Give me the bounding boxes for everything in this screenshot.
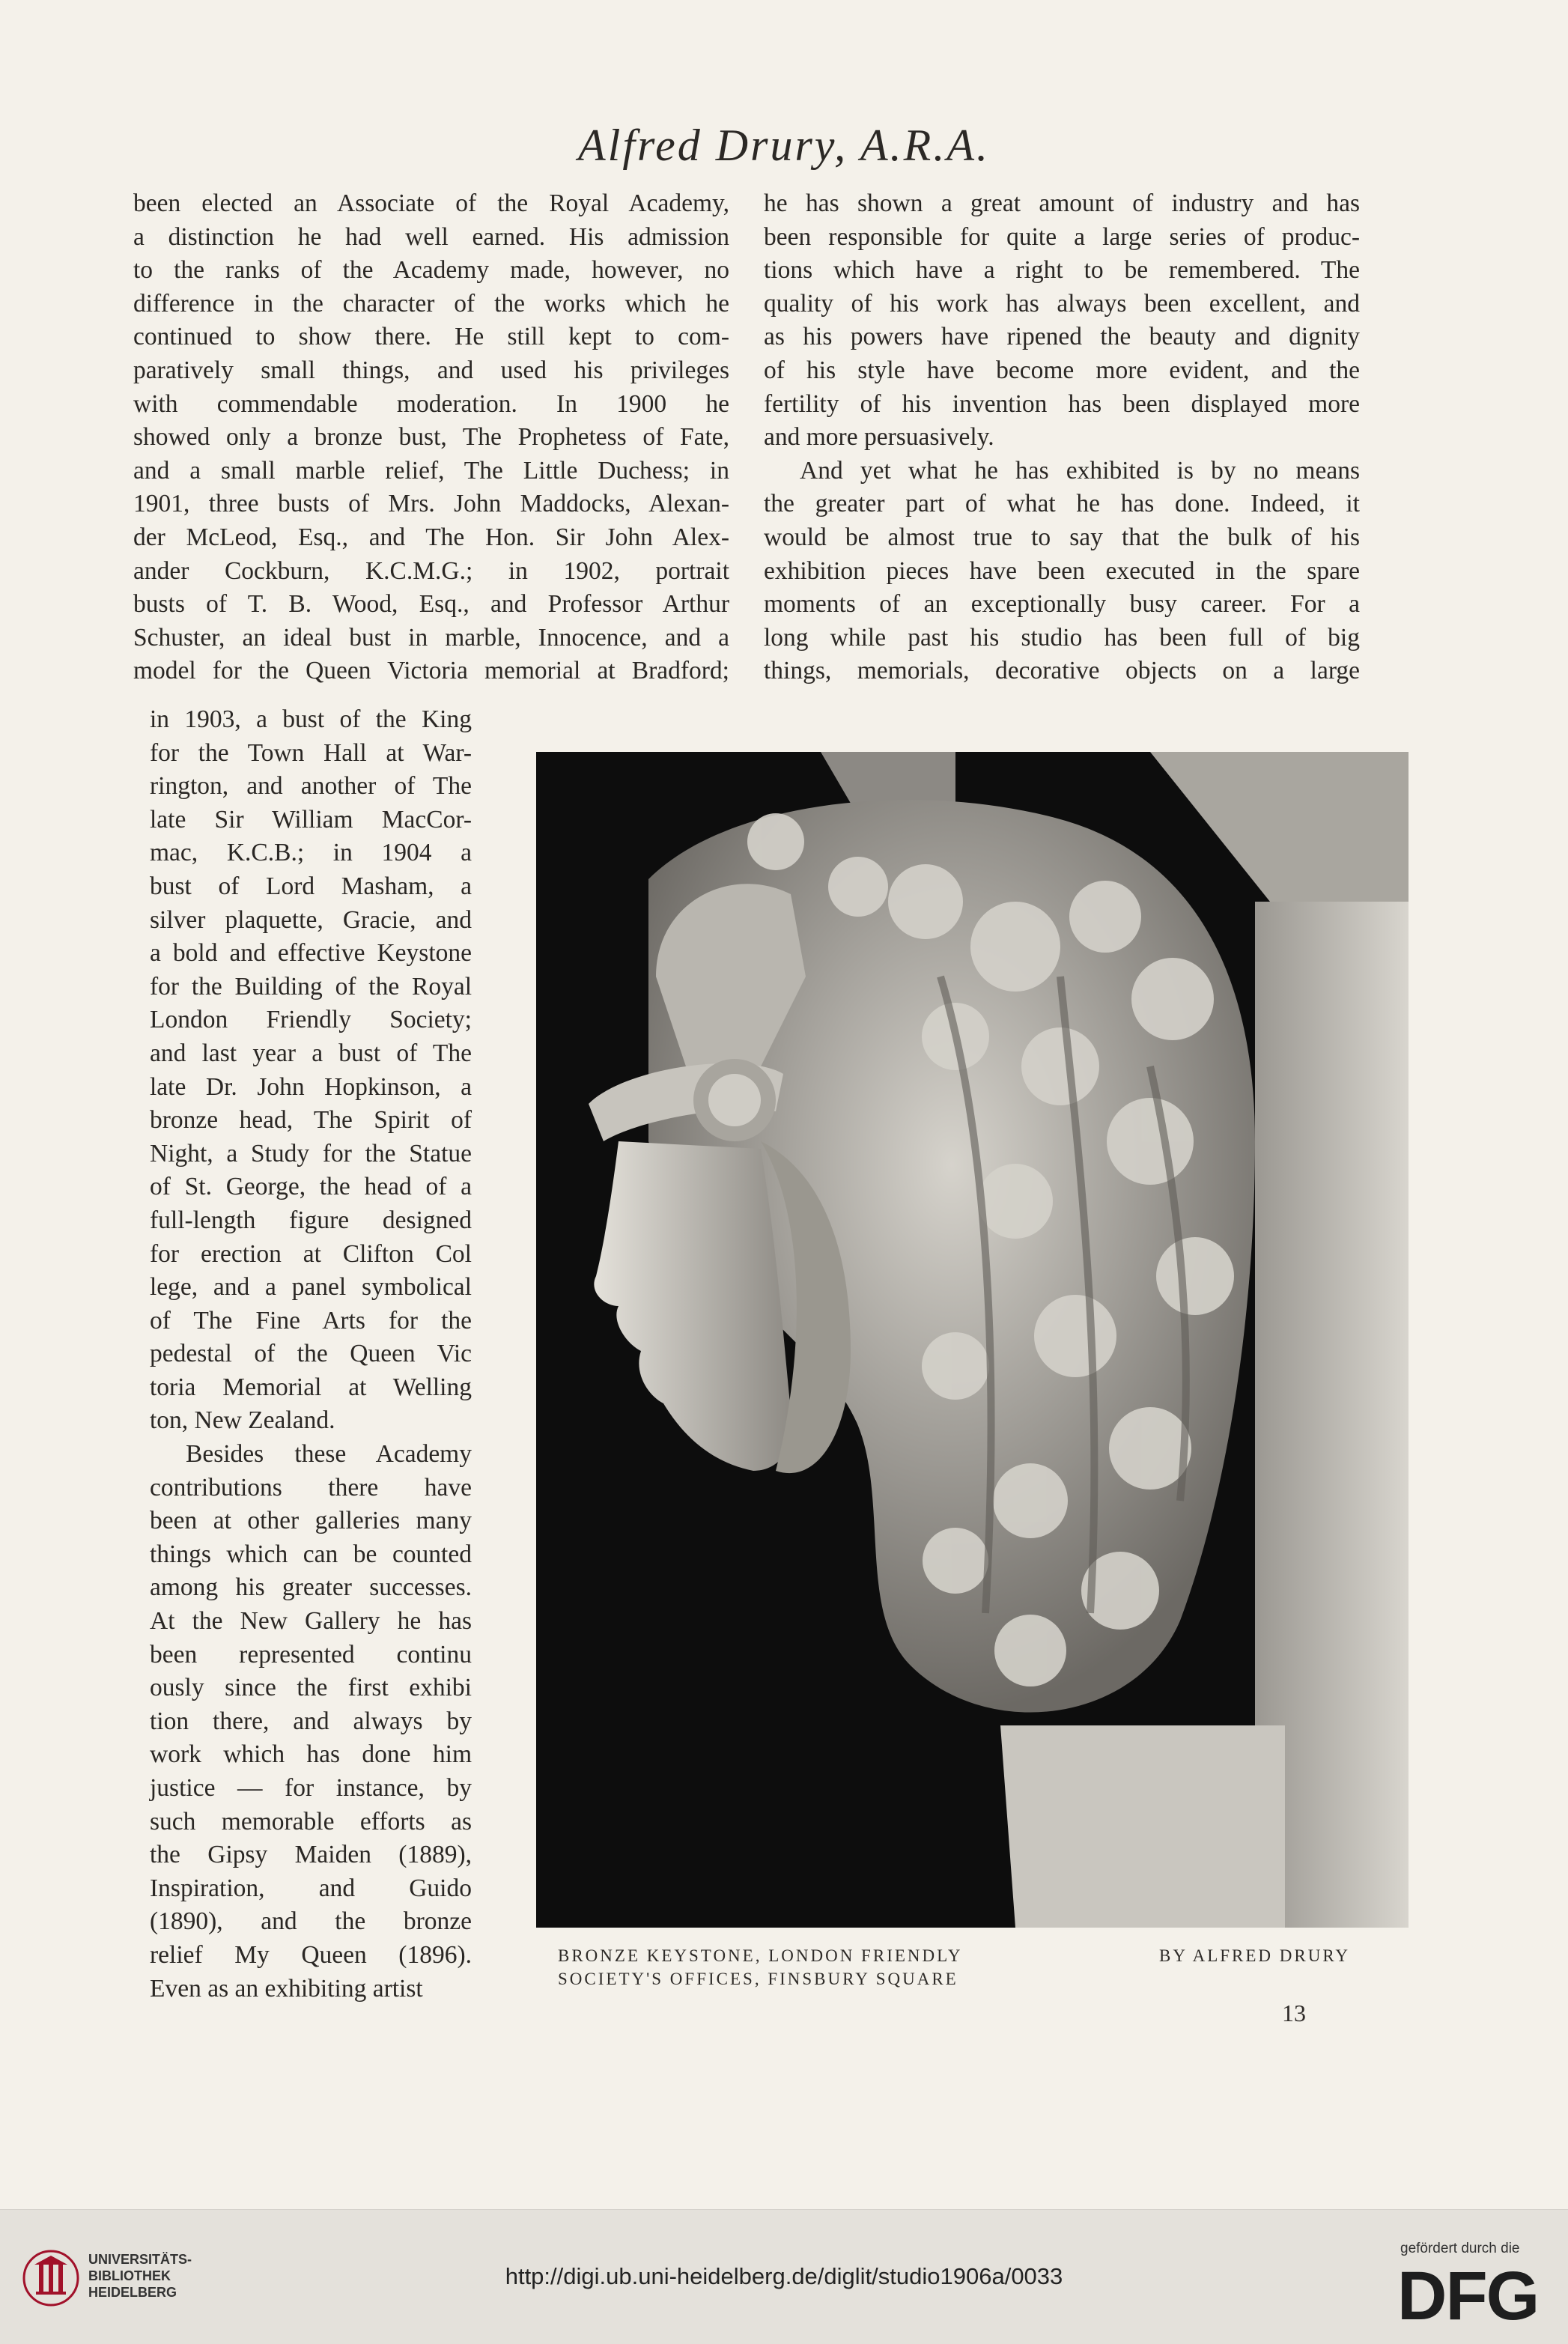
text-line: of The Fine Arts for the — [150, 1306, 472, 1335]
text-line: been elected an Associate of the Royal Academy, — [133, 189, 729, 217]
text-line: the greater part of what he has done. Indeed, it — [764, 490, 1360, 518]
library-name-line: HEIDELBERG — [88, 2285, 177, 2300]
running-title: Alfred Drury, A.R.A. — [578, 121, 990, 170]
text-line: Inspiration, and Guido — [150, 1874, 472, 1902]
left-column-narrow — [150, 703, 472, 2006]
text-line: contributions there have — [150, 1473, 472, 1502]
text-line: showed only a bronze bust, The Prophetess of Fate, — [133, 423, 729, 452]
caption-line: BRONZE KEYSTONE, LONDON FRIENDLY — [558, 1946, 963, 1965]
text-line: a distinction he had well earned. His admission — [133, 222, 729, 251]
text-line: ton, New Zealand. — [150, 1406, 335, 1435]
library-name-line: BIBLIOTHEK — [88, 2268, 171, 2283]
text-line: der McLeod, Esq., and The Hon. Sir John Alex- — [133, 523, 729, 551]
text-line: justice — for instance, by — [150, 1774, 472, 1802]
text-line: a bold and effective Keystone — [150, 939, 472, 968]
text-line: of his style have become more evident, and the — [764, 356, 1360, 384]
text-line: paratively small things, and used his privileges — [133, 356, 729, 384]
text-line: Even as an exhibiting artist — [150, 1974, 423, 2003]
text-line: long while past his studio has been full of big — [764, 623, 1360, 652]
permalink-url[interactable]: http://digi.ub.uni-heidelberg.de/diglit/studio1906a/0033 — [505, 2263, 1063, 2289]
text-line: ander Cockburn, K.C.M.G.; in 1902, portrait — [133, 556, 729, 585]
text-line: busts of T. B. Wood, Esq., and Professor Arthur — [133, 590, 729, 619]
text-line: for the Town Hall at War- — [150, 738, 472, 767]
text-line: bronze head, The Spirit of — [150, 1106, 472, 1135]
text-line: late Dr. John Hopkinson, a — [150, 1072, 472, 1101]
funding-note: gefördert durch die — [1400, 2241, 1520, 2256]
text-line: model for the Queen Victoria memorial at Bradford; — [133, 657, 729, 685]
text-line: full-length figure designed — [150, 1206, 472, 1234]
text-line: and a small marble relief, The Little Duchess; in — [133, 456, 729, 485]
text-line: things, memorials, decorative objects on a large — [764, 657, 1360, 685]
text-line: (1890), and the bronze — [150, 1907, 472, 1936]
figure-caption — [558, 1944, 962, 1991]
text-line: Besides these Academy — [186, 1440, 472, 1469]
text-line: rington, and another of The — [150, 772, 472, 801]
text-line: bust of Lord Masham, a — [150, 872, 472, 900]
text-line: for erection at Clifton Col — [150, 1239, 472, 1268]
text-line: relief My Queen (1896). — [150, 1940, 472, 1969]
text-line: tion there, and always by — [150, 1707, 472, 1735]
text-line: late Sir William MacCor- — [150, 805, 472, 834]
text-line: to the ranks of the Academy made, however, no — [133, 256, 729, 285]
text-line: in 1903, a bust of the King — [150, 705, 472, 733]
text-line: the Gipsy Maiden (1889), — [150, 1841, 472, 1869]
text-line: toria Memorial at Welling — [150, 1373, 472, 1401]
text-line: 1901, three busts of Mrs. John Maddocks, Alexan- — [133, 490, 729, 518]
text-line: he has shown a great amount of industry and has — [764, 189, 1360, 217]
text-line: exhibition pieces have been executed in the spare — [764, 556, 1360, 585]
text-line: as his powers have ripened the beauty and dignity — [764, 323, 1360, 351]
text-line: pedestal of the Queen Vic — [150, 1340, 472, 1368]
text-line: been responsible for quite a large series of produc- — [764, 222, 1360, 251]
text-line: moments of an exceptionally busy career. For a — [764, 590, 1360, 619]
text-line: lege, and a panel symbolical — [150, 1273, 472, 1302]
keystone-sculpture-image — [536, 752, 1409, 1928]
text-line: London Friendly Society; — [150, 1006, 472, 1034]
text-line: At the New Gallery he has — [150, 1607, 472, 1636]
text-line: and last year a bust of The — [150, 1039, 472, 1067]
text-line: such memorable efforts as — [150, 1807, 472, 1836]
page-number: 13 — [1282, 2000, 1306, 2026]
text-line: Night, a Study for the Statue — [150, 1139, 472, 1168]
text-line: difference in the character of the works which he — [133, 289, 729, 318]
text-line: tions which have a right to be remembered. The — [764, 256, 1360, 285]
left-column-top — [133, 187, 729, 688]
right-column — [764, 187, 1360, 688]
text-line: quality of his work has always been excellent, and — [764, 289, 1360, 318]
text-line: for the Building of the Royal — [150, 972, 472, 1001]
text-line: with commendable moderation. In 1900 he — [133, 389, 729, 418]
text-line: been represented continu — [150, 1640, 472, 1669]
dfg-logo[interactable]: DFG — [1397, 2258, 1539, 2334]
figure-credit: BY ALFRED DRURY — [1159, 1946, 1351, 1965]
text-line: would be almost true to say that the bulk of his — [764, 523, 1360, 551]
caption-line: SOCIETY'S OFFICES, FINSBURY SQUARE — [558, 1970, 958, 1988]
text-line: silver plaquette, Gracie, and — [150, 905, 472, 934]
text-line: been at other galleries many — [150, 1507, 472, 1535]
text-line: ously since the first exhibi — [150, 1674, 472, 1702]
text-line: things which can be counted — [150, 1540, 472, 1568]
text-line: Schuster, an ideal bust in marble, Innocence, and a — [133, 623, 729, 652]
keystone-photograph — [536, 752, 1409, 1928]
text-line: mac, K.C.B.; in 1904 a — [150, 839, 472, 867]
text-line: fertility of his invention has been displayed more — [764, 389, 1360, 418]
library-name-line: UNIVERSITÄTS- — [88, 2252, 192, 2267]
text-line: continued to show there. He still kept to com- — [133, 323, 729, 351]
text-line: among his greater successes. — [150, 1573, 472, 1602]
text-line: and more persuasively. — [764, 423, 994, 452]
text-line: of St. George, the head of a — [150, 1173, 472, 1201]
text-line: work which has done him — [150, 1740, 472, 1769]
text-line: And yet what he has exhibited is by no means — [800, 456, 1360, 485]
